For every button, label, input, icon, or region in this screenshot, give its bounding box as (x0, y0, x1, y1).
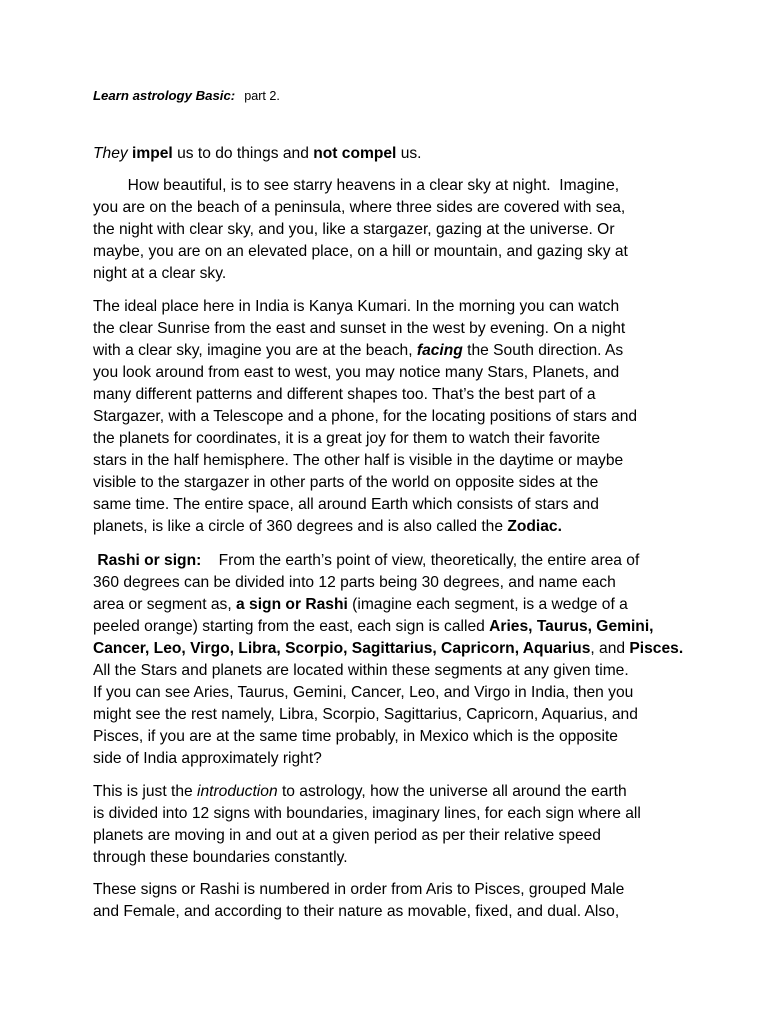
intro-line (93, 143, 683, 165)
paragraph-line: and Female, and according to their nature as movable, fixed, and dual. Also, (93, 903, 620, 920)
paragraph-line: stars in the half hemisphere. The other half is visible in the daytime or maybe (93, 452, 624, 469)
paragraph-line: If you can see Aries, Taurus, Gemini, Cancer, Leo, and Virgo in India, then you (93, 684, 634, 701)
emphasis-sign-names: Cancer, Leo, Virgo, Libra, Scorpio, Sagittarius, Capricorn, Aquarius (93, 640, 591, 657)
emphasis-introduction: introduction (197, 783, 278, 800)
paragraph-line (93, 550, 683, 572)
intro-word-not-compel: not compel (313, 145, 397, 162)
text-span: planets, is like a circle of 360 degrees and is also called the (93, 518, 508, 535)
paragraph-line (93, 594, 683, 616)
paragraph-line: you look around from east to west, you may notice many Stars, Planets, and (93, 364, 620, 381)
paragraph-line (93, 781, 683, 803)
paragraph-3 (93, 550, 683, 770)
text-span: the South direction. As (462, 342, 624, 359)
emphasis-sign-names: Aries, Taurus, Gemini, (489, 618, 654, 635)
paragraph-line: night at a clear sky. (93, 265, 227, 282)
text-span: peeled orange) starting from the east, each sign is called (93, 618, 490, 635)
paragraph-line (93, 340, 683, 362)
paragraph-line: the clear Sunrise from the east and sunset in the west by evening. On a night (93, 320, 626, 337)
paragraph-4 (93, 781, 683, 869)
intro-word-they: They (93, 145, 128, 162)
emphasis-pisces: Pisces. (629, 640, 684, 657)
paragraph-line: the night with clear sky, and you, like a stargazer, gazing at the universe. Or (93, 221, 615, 238)
paragraph-line: many different patterns and different shapes too. That’s the best part of a (93, 386, 596, 403)
paragraph-line: planets are moving in and out at a given period as per their relative speed (93, 827, 601, 844)
paragraph-line: visible to the stargazer in other parts of the world on opposite sides at the (93, 474, 599, 491)
text-span: (imagine each segment, is a wedge of a (347, 596, 628, 613)
text-span: This is just the (93, 783, 197, 800)
paragraph-line: maybe, you are on an elevated place, on a hill or mountain, and gazing sky at (93, 243, 628, 260)
paragraph-line: Pisces, if you are at the same time probably, in Mexico which is the opposite (93, 728, 618, 745)
text-span: area or segment as, (93, 596, 237, 613)
paragraph-line: The ideal place here in India is Kanya Kumari. In the morning you can watch (93, 298, 620, 315)
paragraph-line (93, 516, 683, 538)
paragraph-line: side of India approximately right? (93, 750, 322, 767)
paragraph-line: Stargazer, with a Telescope and a phone, for the locating positions of stars and (93, 408, 638, 425)
emphasis-sign-or-rashi: a sign or Rashi (236, 596, 348, 613)
emphasis-zodiac: Zodiac. (507, 518, 562, 535)
paragraph-line: through these boundaries constantly. (93, 849, 348, 866)
heading-rashi-or-sign: Rashi or sign: (93, 552, 202, 569)
document-title (93, 86, 280, 106)
paragraph-line: the planets for coordinates, it is a great joy for them to watch their favorite (93, 430, 601, 447)
paragraph-line: same time. The entire space, all around Earth which consists of stars and (93, 496, 599, 513)
text-span: with a clear sky, imagine you are at the beach, (93, 342, 417, 359)
intro-sentence (93, 143, 683, 165)
paragraph-line (93, 638, 683, 660)
paragraph-line: How beautiful, is to see starry heavens in a clear sky at night. Imagine, (93, 177, 620, 194)
paragraph-5 (93, 879, 683, 923)
paragraph-line: is divided into 12 signs with boundaries, imaginary lines, for each sign where all (93, 805, 641, 822)
emphasis-facing: facing (416, 342, 463, 359)
intro-word-impel: impel (132, 145, 173, 162)
intro-text: us to do things and (172, 145, 314, 162)
text-span: to astrology, how the universe all around the earth (277, 783, 627, 800)
paragraph-1 (93, 175, 683, 285)
text-span: , and (590, 640, 630, 657)
paragraph-line (93, 616, 683, 638)
title-text: Learn astrology Basic: (93, 88, 236, 103)
paragraph-line: 360 degrees can be divided into 12 parts being 30 degrees, and name each (93, 574, 616, 591)
paragraph-line: might see the rest namely, Libra, Scorpio, Sagittarius, Capricorn, Aquarius, and (93, 706, 638, 723)
intro-end: us. (396, 145, 422, 162)
paragraph-line: These signs or Rashi is numbered in order from Aris to Pisces, grouped Male (93, 881, 625, 898)
text-span: From the earth’s point of view, theoretically, the entire area of (201, 552, 640, 569)
paragraph-line: you are on the beach of a peninsula, where three sides are covered with sea, (93, 199, 626, 216)
title-part-label: part 2. (244, 89, 280, 103)
paragraph-2 (93, 296, 683, 538)
paragraph-line: All the Stars and planets are located within these segments at any given time. (93, 662, 629, 679)
